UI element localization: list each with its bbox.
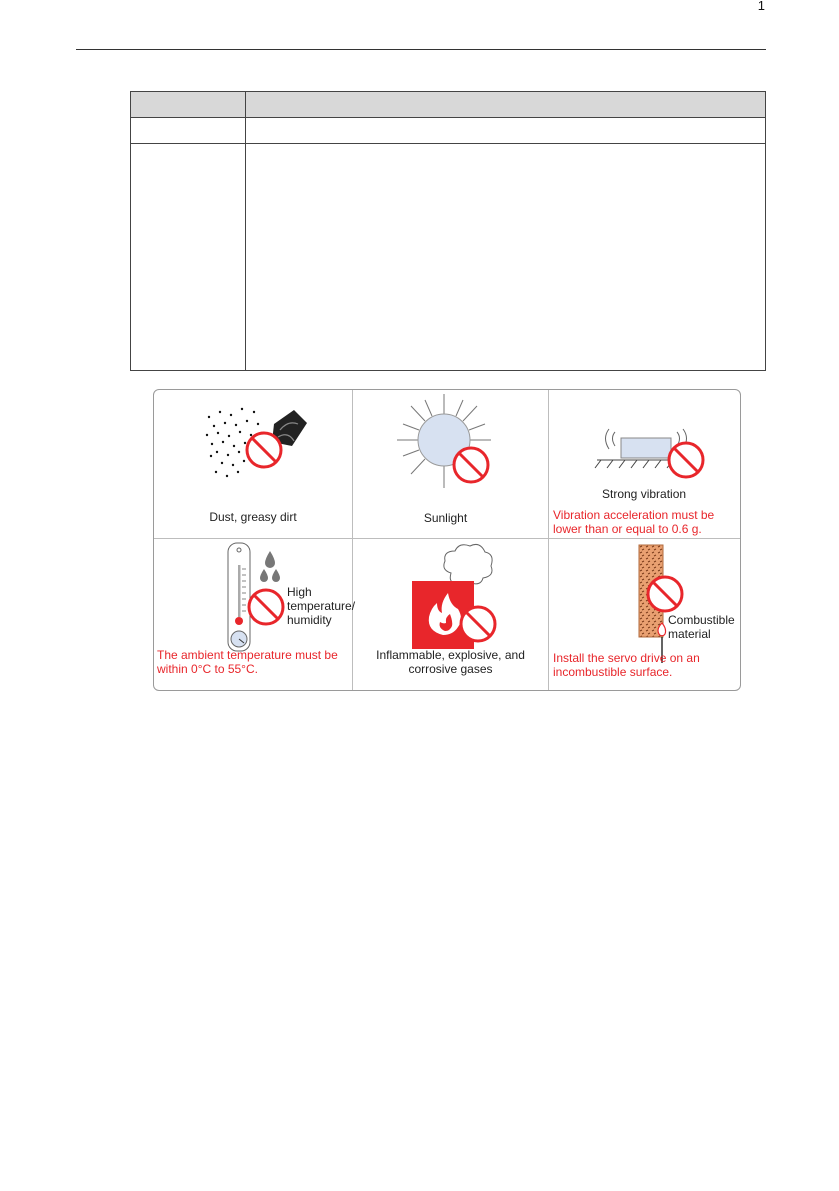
table-cell (246, 118, 766, 144)
table-cell (131, 144, 246, 371)
caption-gases-line1: Inflammable, explosive, and (376, 648, 525, 662)
page-number: 1 (757, 0, 765, 13)
label-combustible: Combustible (668, 613, 735, 627)
prohibition-icon (669, 443, 703, 477)
requirements-table (130, 91, 766, 371)
caption-combustible-line2: incombustible surface. (553, 665, 673, 679)
label-material: material (668, 627, 711, 641)
header-cell-requirement (246, 92, 766, 118)
header-cell-item (131, 92, 246, 118)
caption-combustible-line1: Install the servo drive on an (553, 651, 700, 665)
header-rule (76, 49, 766, 50)
caption-gases-line2: corrosive gases (408, 662, 493, 676)
table-cell (246, 144, 766, 371)
prohibition-icon (648, 577, 682, 611)
prohibition-icon (454, 448, 488, 482)
caption-temperature-line1: The ambient temperature must be (157, 648, 338, 662)
caption-temperature-line2: within 0°C to 55°C. (157, 662, 258, 676)
caption-sunlight: Sunlight (423, 511, 468, 525)
prohibition-icon (247, 433, 281, 467)
cell-sunlight (353, 390, 548, 538)
caption-vibration-line2: lower than or equal to 0.6 g. (553, 522, 702, 536)
water-drops-icon (260, 551, 280, 582)
label-temperature: temperature/ (287, 599, 356, 613)
table-row (131, 144, 766, 371)
gas-cloud-icon (444, 544, 492, 585)
cell-vibration (549, 390, 740, 538)
table-row (131, 118, 766, 144)
cell-gases (353, 539, 548, 690)
prohibition-icon (249, 590, 283, 624)
installation-environment-panel (153, 389, 741, 691)
thermometer-bulb (235, 617, 243, 625)
label-humidity: humidity (287, 613, 332, 627)
cell-dust (154, 390, 352, 538)
caption-dust: Dust, greasy dirt (209, 510, 297, 524)
cell-combustible (549, 539, 740, 690)
device-box-icon (621, 438, 671, 458)
label-high: High (287, 585, 312, 599)
table-header-row (131, 92, 766, 118)
caption-vibration-line1: Vibration acceleration must be (553, 508, 715, 522)
prohibition-icon (461, 607, 495, 641)
cell-temperature (154, 539, 356, 690)
table-cell (131, 118, 246, 144)
label-strong-vibration: Strong vibration (602, 487, 687, 501)
